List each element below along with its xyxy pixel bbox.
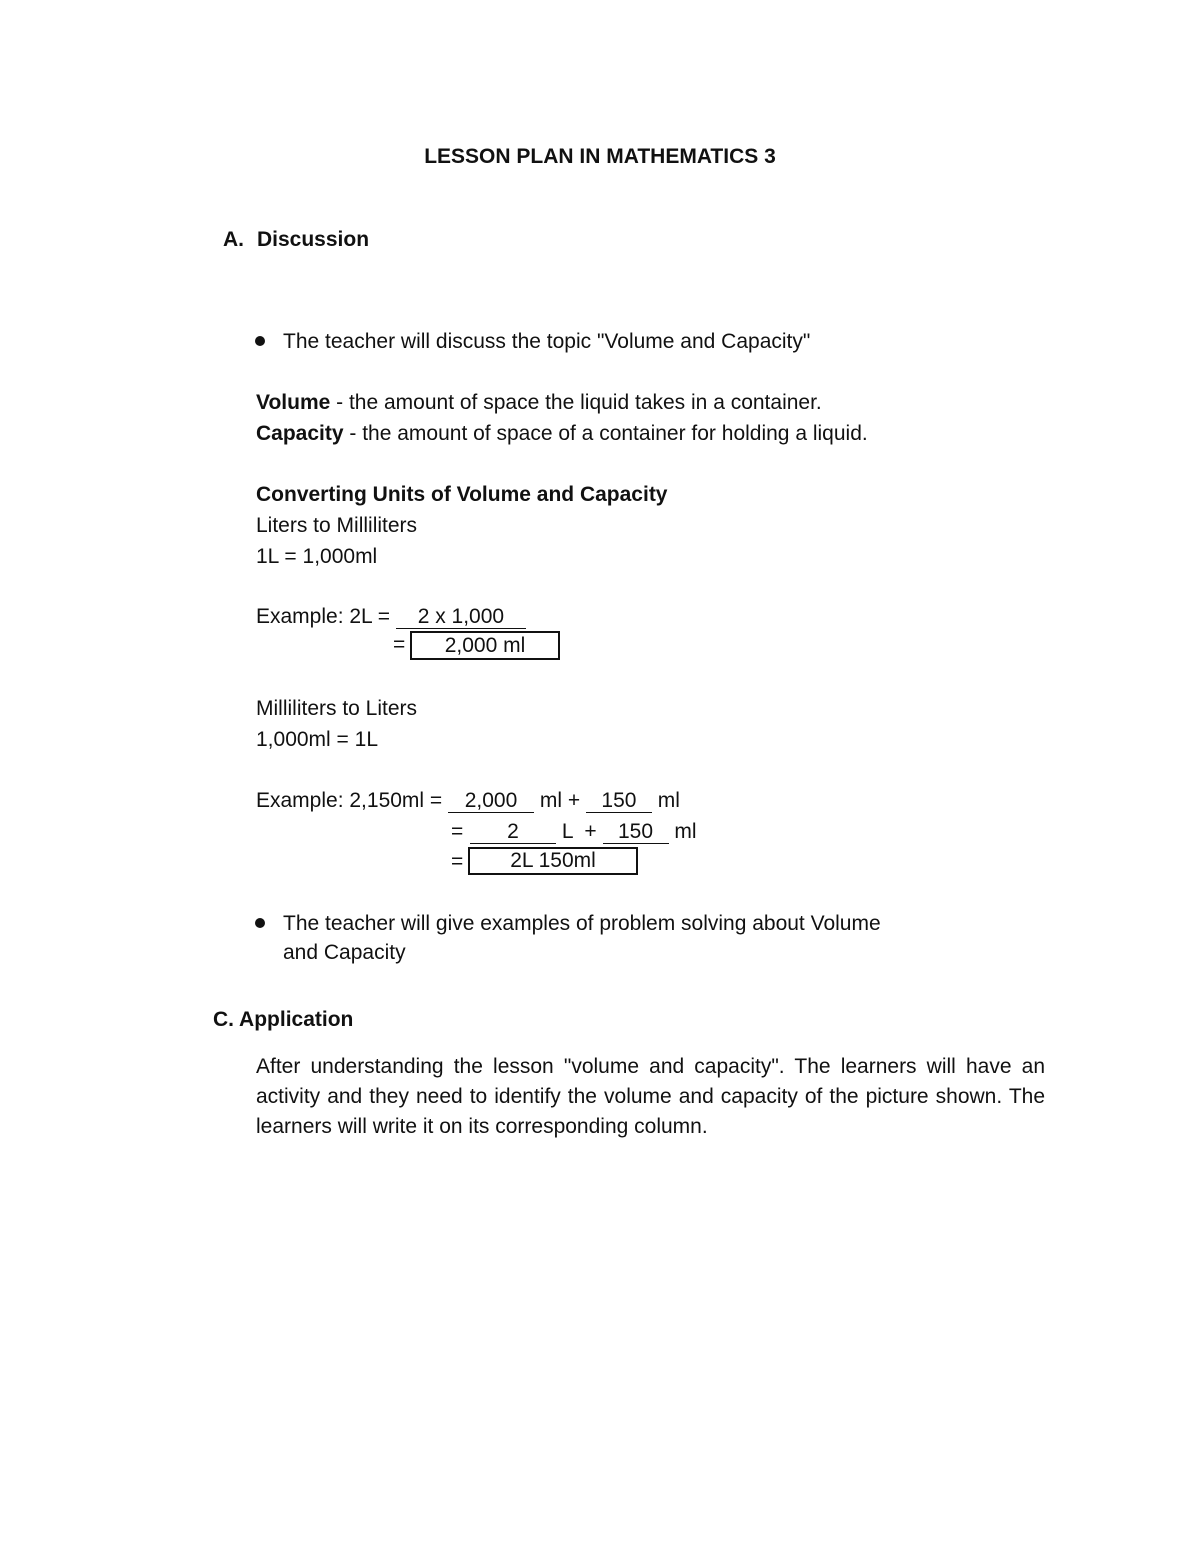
- ml-to-l-blank-4: 150: [603, 821, 669, 844]
- ml-to-l-example-prefix: Example: 2,150ml =: [256, 789, 449, 812]
- l-to-ml-rule: 1L = 1,000ml: [256, 545, 378, 568]
- page-title: LESSON PLAN IN MATHEMATICS 3: [424, 145, 776, 168]
- l-to-ml-result-eq: =: [393, 633, 406, 656]
- l-to-ml-result-line: [393, 634, 405, 655]
- ml-to-l-rule: 1,000ml = 1L: [256, 728, 379, 751]
- converting-heading: Converting Units of Volume and Capacity: [256, 483, 668, 506]
- ml-to-l-blank-1: 2,000: [448, 790, 534, 813]
- capacity-definition: [256, 423, 868, 444]
- section-a-label: A.: [223, 228, 244, 251]
- application-paragraph: After understanding the lesson "volume and capacity". The learners will have an activity and they need to identify the volume and capacity of the picture shown. The learners will write it on its corresponding column.: [256, 1055, 1045, 1138]
- volume-definition: [256, 392, 822, 413]
- ml-to-l-blank-2: 150: [586, 790, 652, 813]
- ml-to-l-unit-1: ml +: [534, 789, 586, 812]
- capacity-def-text: - the amount of space of a container for holding a liquid.: [343, 422, 868, 445]
- volume-term: Volume: [256, 391, 331, 414]
- l-to-ml-example-prefix: Example: 2L =: [256, 605, 396, 628]
- ml-to-l-step-line: [451, 821, 463, 842]
- bullet-icon: [255, 918, 265, 928]
- volume-def-text: - the amount of space the liquid takes in a container.: [330, 391, 822, 414]
- capacity-term: Capacity: [256, 422, 344, 445]
- ml-to-l-unit-4: ml: [668, 820, 697, 843]
- ml-to-l-unit-3: L +: [556, 820, 603, 843]
- l-to-ml-result-box: [410, 631, 560, 660]
- bullet-icon: [255, 336, 265, 346]
- bullet-text-discuss-topic: The teacher will discuss the topic "Volume and Capacity": [283, 330, 811, 353]
- ml-to-l-step-eq: =: [451, 820, 464, 843]
- l-to-ml-subheading: Liters to Milliliters: [256, 514, 418, 537]
- ml-to-l-result-eq: =: [451, 850, 464, 873]
- section-c-heading: C. Application: [213, 1008, 354, 1031]
- ml-to-l-unit-2: ml: [651, 789, 680, 812]
- section-a-heading: Discussion: [257, 228, 370, 251]
- l-to-ml-result: 2,000 ml: [444, 634, 526, 657]
- ml-to-l-result-box: [468, 847, 638, 875]
- l-to-ml-example-blank: 2 x 1,000: [396, 606, 526, 629]
- bullet-text-problem-solving-line1: The teacher will give examples of problem solving about Volume: [283, 912, 881, 935]
- ml-to-l-blank-3: 2: [470, 821, 556, 844]
- ml-to-l-result: 2L 150ml: [510, 849, 596, 872]
- ml-to-l-subheading: Milliliters to Liters: [256, 697, 418, 720]
- l-to-ml-example-line: [256, 606, 526, 629]
- bullet-text-problem-solving-line2: and Capacity: [283, 941, 406, 964]
- ml-to-l-example-line: [256, 790, 680, 813]
- ml-to-l-step-values: [470, 821, 697, 844]
- ml-to-l-result-line: [451, 851, 463, 872]
